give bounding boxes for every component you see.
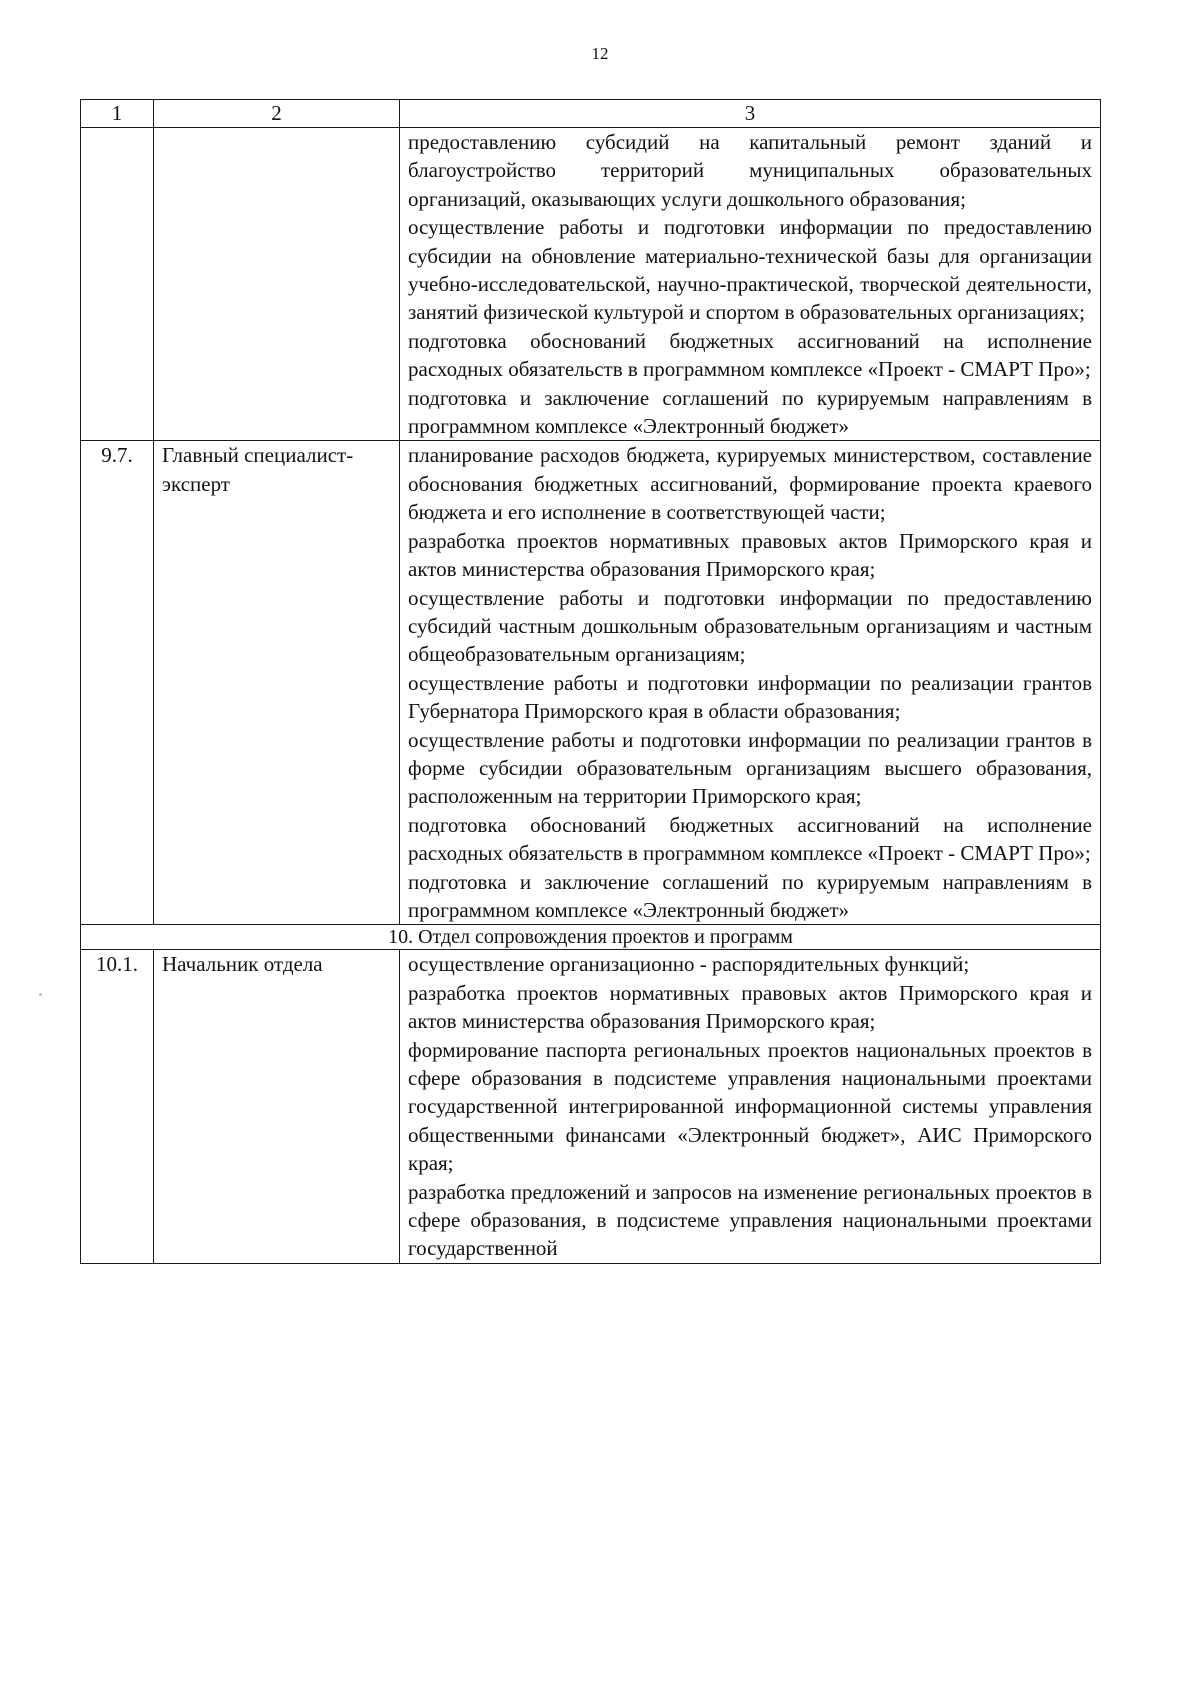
position-title: Начальник отдела bbox=[154, 950, 400, 1263]
duty-item: формирование паспорта региональных проектов национальных проектов в сфере образования в подсистеме управления национальными проектами государственной интегрированной информационной системы управления общественными финансами «Электронный бюджет», АИС Приморского края; bbox=[408, 1037, 1092, 1176]
header-col-2: 2 bbox=[154, 100, 400, 128]
header-col-3: 3 bbox=[400, 100, 1101, 128]
duties-cell bbox=[400, 128, 1101, 441]
table-header-row bbox=[81, 100, 1101, 128]
position-title: Главный специалист-эксперт bbox=[154, 441, 400, 925]
duty-item: подготовка и заключение соглашений по курируемым направлениям в программном комплексе «Электронный бюджет» bbox=[408, 385, 1092, 439]
duties-table bbox=[80, 99, 1101, 1264]
duty-item: подготовка и заключение соглашений по курируемым направлениям в программном комплексе «Электронный бюджет» bbox=[408, 869, 1092, 922]
table-row bbox=[81, 441, 1101, 925]
section-heading: 10. Отдел сопровождения проектов и программ bbox=[81, 925, 1101, 950]
duty-item: предоставлению субсидий на капитальный ремонт зданий и благоустройство территорий муниципальных образовательных организаций, оказывающих услуги дошкольного образования; bbox=[408, 130, 1092, 211]
duty-item: подготовка обоснований бюджетных ассигнований на исполнение расходных обязательств в программном комплексе «Проект - СМАРТ Про»; bbox=[408, 812, 1092, 866]
header-col-1: 1 bbox=[81, 100, 154, 128]
duty-item: разработка проектов нормативных правовых актов Приморского края и актов министерства образования Приморского края; bbox=[408, 528, 1092, 582]
table-row bbox=[81, 950, 1101, 1263]
page-number: 12 bbox=[591, 44, 609, 63]
scan-speck bbox=[39, 993, 42, 996]
duty-item: планирование расходов бюджета, курируемых министерством, составление обоснования бюджетных ассигнований, формирование проекта краевого бюджета и его исполнение в соответствующей части; bbox=[408, 443, 1092, 525]
duty-item: осуществление работы и подготовки информации по предоставлению субсидии на обновление материально-технической базы для организации учебно-исследовательской, научно-практической, творческой деятельности, занятий физической культурой и спортом в образовательных организациях; bbox=[408, 215, 1092, 325]
row-number bbox=[81, 128, 154, 441]
duty-item: разработка предложений и запросов на изменение региональных проектов в сфере образования, в подсистеме управления национальными проектами государственной bbox=[408, 1179, 1092, 1261]
duty-item: осуществление работы и подготовки информации по реализации грантов Губернатора Приморского края в области образования; bbox=[408, 670, 1092, 724]
duty-item: осуществление организационно - распорядительных функций; bbox=[408, 952, 970, 977]
row-number: 10.1. bbox=[81, 950, 154, 1263]
duty-item: подготовка обоснований бюджетных ассигнований на исполнение расходных обязательств в программном комплексе «Проект - СМАРТ Про»; bbox=[408, 328, 1092, 382]
duties-cell bbox=[400, 950, 1101, 1263]
position-title bbox=[154, 128, 400, 441]
duty-item: осуществление работы и подготовки информации по предоставлению субсидий частным дошкольным образовательным организациям и частным общеобразовательным организациям; bbox=[408, 585, 1092, 667]
section-heading-row bbox=[81, 925, 1101, 950]
table-row bbox=[81, 128, 1101, 441]
duties-cell bbox=[400, 441, 1101, 925]
row-number: 9.7. bbox=[81, 441, 154, 925]
duty-item: осуществление работы и подготовки информации по реализации грантов в форме субсидии образовательным организациям высшего образования, расположенным на территории Приморского края; bbox=[408, 727, 1092, 809]
duty-item: разработка проектов нормативных правовых актов Приморского края и актов министерства образования Приморского края; bbox=[408, 980, 1092, 1034]
